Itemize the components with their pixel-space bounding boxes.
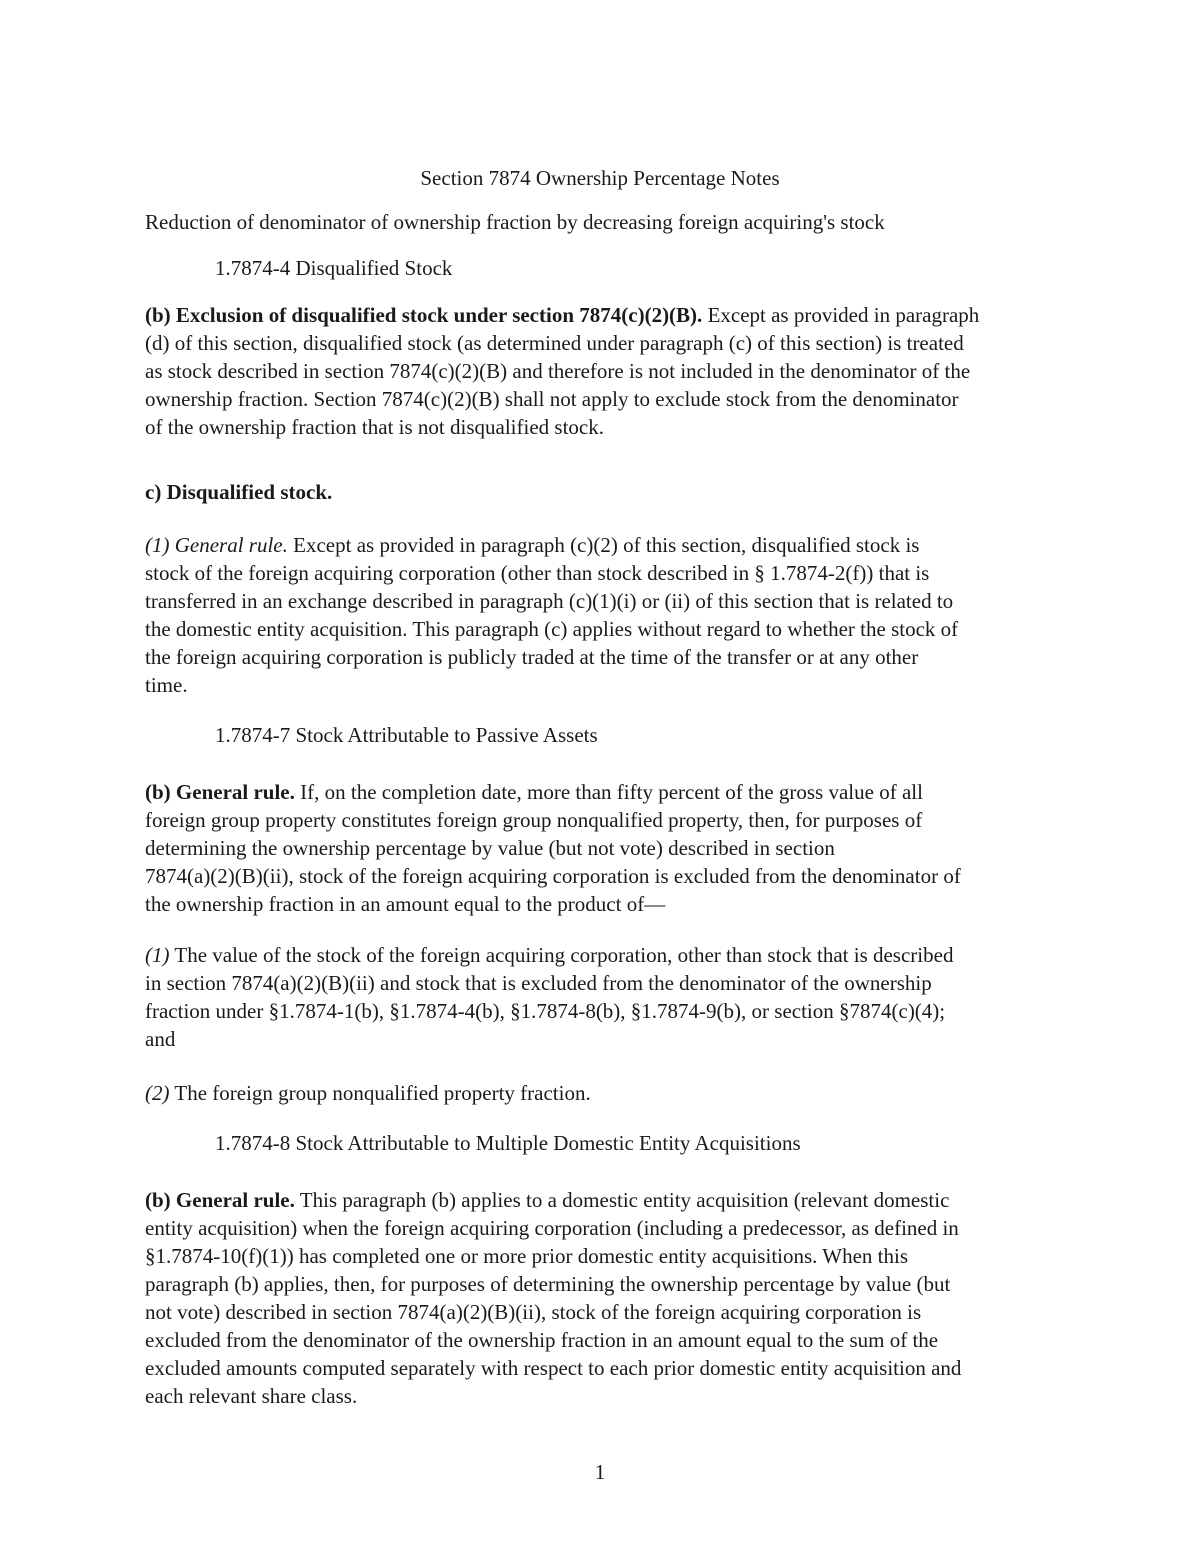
- text-line: [145, 969, 953, 997]
- line-text: the ownership fraction in an amount equal to the product of—: [145, 892, 666, 916]
- text-line: [145, 329, 979, 357]
- line-text: paragraph (b) applies, then, for purposes of determining the ownership percentage by value (but: [145, 1272, 951, 1296]
- text-line: [145, 834, 961, 862]
- line-text: entity acquisition) when the foreign acquiring corporation (including a predecessor, as defined in: [145, 1216, 959, 1240]
- document-subtitle: Reduction of denominator of ownership fraction by decreasing foreign acquiring's stock: [145, 210, 885, 234]
- line-text: ownership fraction. Section 7874(c)(2)(B) shall not apply to exclude stock from the denominator: [145, 387, 959, 411]
- document-title: Section 7874 Ownership Percentage Notes: [420, 166, 780, 190]
- line-text: Except as provided in paragraph (c)(2) of this section, disqualified stock is: [287, 533, 920, 557]
- line-text: of the ownership fraction that is not disqualified stock.: [145, 415, 604, 439]
- line-text: each relevant share class.: [145, 1384, 358, 1408]
- text-line: [145, 1186, 961, 1214]
- line-text: and: [145, 1027, 176, 1051]
- line-text: The foreign group nonqualified property fraction.: [169, 1081, 591, 1105]
- line-text: foreign group property constitutes foreign group nonqualified property, then, for purposes of: [145, 808, 923, 832]
- section-heading: 1.7874-7 Stock Attributable to Passive Assets: [215, 723, 598, 747]
- text-line: [145, 385, 979, 413]
- text-line: [145, 413, 979, 441]
- text-line: [145, 301, 979, 329]
- text-line: [145, 778, 961, 806]
- paragraph-lead: (1): [145, 943, 170, 967]
- text-line: [145, 1079, 591, 1107]
- line-text: determining the ownership percentage by value (but not vote) described in section: [145, 836, 835, 860]
- text-line: [145, 890, 961, 918]
- line-text: excluded from the denominator of the ownership fraction in an amount equal to the sum of the: [145, 1328, 939, 1352]
- text-line: [145, 671, 958, 699]
- text-line: [145, 478, 332, 506]
- paragraph-lead: (b) Exclusion of disqualified stock under section 7874(c)(2)(B).: [145, 303, 703, 327]
- paragraph: [145, 478, 332, 506]
- paragraph: [145, 778, 961, 918]
- text-line: [145, 1382, 961, 1410]
- section-heading: 1.7874-4 Disqualified Stock: [215, 256, 453, 280]
- line-text: not vote) described in section 7874(a)(2)(B)(ii), stock of the foreign acquiring corporation is: [145, 1300, 922, 1324]
- paragraph: [145, 941, 953, 1053]
- page-number: 1: [594, 1460, 606, 1484]
- text-line: [145, 615, 958, 643]
- paragraph: [145, 1186, 961, 1410]
- line-text: stock of the foreign acquiring corporation (other than stock described in § 1.7874-2(f)) that is: [145, 561, 930, 585]
- line-text: Except as provided in paragraph: [702, 303, 980, 327]
- text-line: [145, 559, 958, 587]
- line-text: §1.7874-10(f)(1)) has completed one or more prior domestic entity acquisitions. When this: [145, 1244, 909, 1268]
- line-text: fraction under §1.7874-1(b), §1.7874-4(b), §1.7874-8(b), §1.7874-9(b), or section §7874(c)(4);: [145, 999, 946, 1023]
- paragraph-lead: (b) General rule.: [145, 780, 295, 804]
- text-line: [145, 1270, 961, 1298]
- paragraph: [145, 301, 979, 441]
- line-text: excluded amounts computed separately with respect to each prior domestic entity acquisition and: [145, 1356, 962, 1380]
- line-text: The value of the stock of the foreign acquiring corporation, other than stock that is described: [169, 943, 954, 967]
- text-line: [145, 1298, 961, 1326]
- line-text: the foreign acquiring corporation is publicly traded at the time of the transfer or at any other: [145, 645, 919, 669]
- section-heading: 1.7874-8 Stock Attributable to Multiple Domestic Entity Acquisitions: [215, 1131, 801, 1155]
- line-text: time.: [145, 673, 188, 697]
- line-text: If, on the completion date, more than fifty percent of the gross value of all: [294, 780, 923, 804]
- line-text: as stock described in section 7874(c)(2)(B) and therefore is not included in the denominator of the: [145, 359, 971, 383]
- line-text: the domestic entity acquisition. This paragraph (c) applies without regard to whether the stock of: [145, 617, 959, 641]
- text-line: [145, 941, 953, 969]
- text-line: [145, 1242, 961, 1270]
- line-text: This paragraph (b) applies to a domestic entity acquisition (relevant domestic: [294, 1188, 950, 1212]
- text-line: [145, 587, 958, 615]
- text-line: [145, 531, 958, 559]
- line-text: transferred in an exchange described in paragraph (c)(1)(i) or (ii) of this section that is related to: [145, 589, 954, 613]
- paragraph-lead: (2): [145, 1081, 170, 1105]
- text-line: [145, 1025, 953, 1053]
- paragraph: [145, 531, 958, 699]
- paragraph-lead: (1) General rule.: [145, 533, 288, 557]
- text-line: [145, 643, 958, 671]
- text-line: [145, 862, 961, 890]
- line-text: in section 7874(a)(2)(B)(ii) and stock that is excluded from the denominator of the ownership: [145, 971, 932, 995]
- text-line: [145, 997, 953, 1025]
- paragraph: [145, 1079, 591, 1107]
- paragraph-lead: c) Disqualified stock.: [145, 480, 333, 504]
- text-line: [145, 357, 979, 385]
- paragraph-lead: (b) General rule.: [145, 1188, 295, 1212]
- line-text: 7874(a)(2)(B)(ii), stock of the foreign acquiring corporation is excluded from the denominator of: [145, 864, 961, 888]
- line-text: (d) of this section, disqualified stock (as determined under paragraph (c) of this section) is treated: [145, 331, 964, 355]
- text-line: [145, 1214, 961, 1242]
- text-line: [145, 1326, 961, 1354]
- text-line: [145, 806, 961, 834]
- text-line: [145, 1354, 961, 1382]
